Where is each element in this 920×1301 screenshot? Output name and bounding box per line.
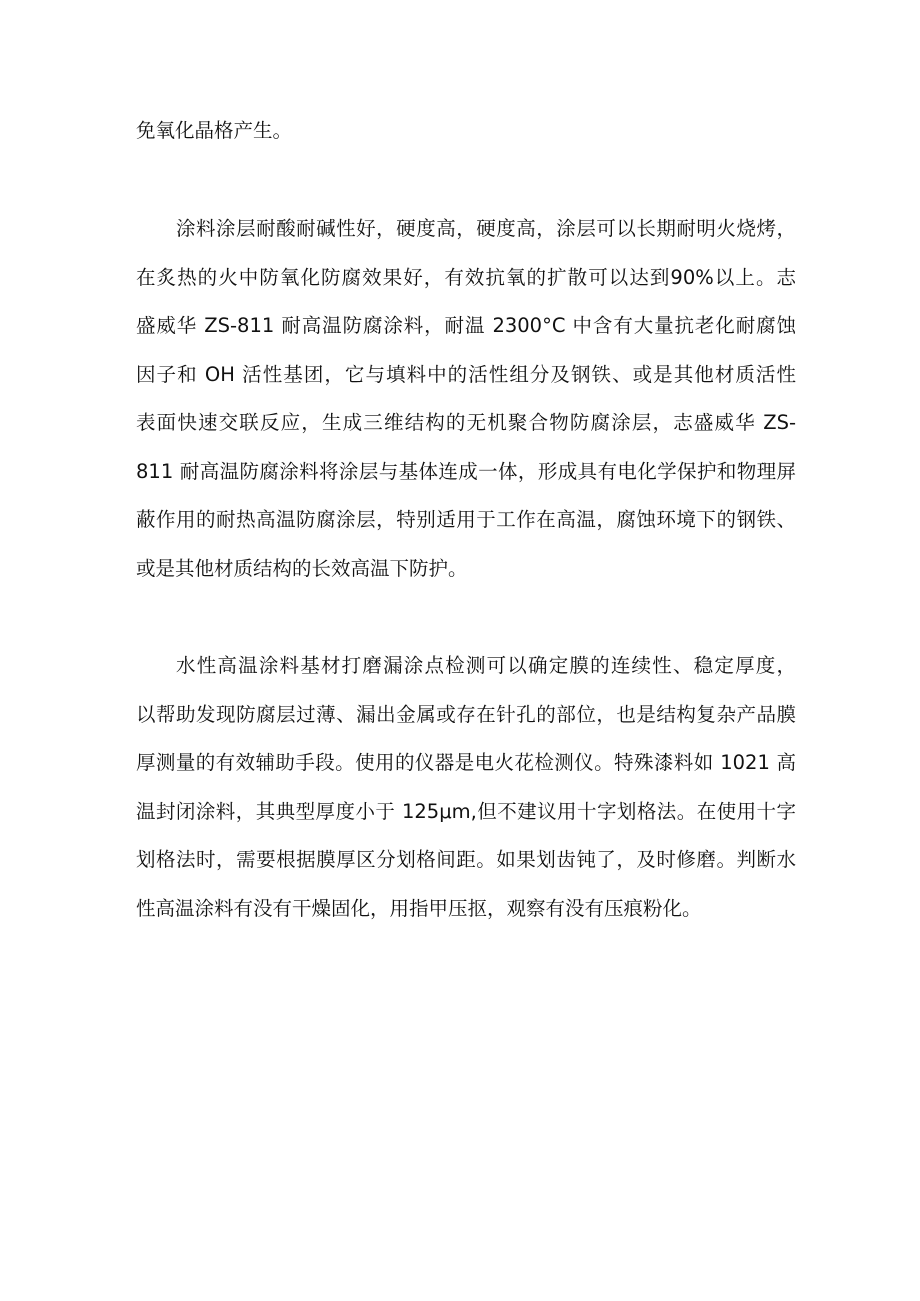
paragraph-line: 厚测量的有效辅助手段。使用的仪器是电火花检测仪。特殊漆料如 1021 高 — [136, 751, 796, 774]
paragraph-line: 划格法时，需要根据膜厚区分划格间距。如果划齿钝了，及时修磨。判断水 — [136, 848, 796, 871]
paragraph-line: 蔽作用的耐热高温防腐涂层，特别适用于工作在高温，腐蚀环境下的钢铁、 — [136, 508, 796, 531]
paragraph-line: 811 耐高温防腐涂料将涂层与基体连成一体，形成具有电化学保护和物理屏 — [136, 459, 796, 483]
paragraph-line: 因子和 OH 活性基团，它与填料中的活性组分及钢铁、或是其他材质活性 — [136, 362, 796, 386]
paragraph-line: 性高温涂料有没有干燥固化，用指甲压抠，观察有没有压痕粉化。 — [136, 896, 702, 920]
paragraph-line: 涂料涂层耐酸耐碱性好，硬度高，硬度高，涂层可以长期耐明火烧烤， — [176, 217, 796, 240]
paragraph-line: 以帮助发现防腐层过薄、漏出金属或存在针孔的部位，也是结构复杂产品膜 — [136, 702, 796, 726]
paragraph-line: 表面快速交联反应，生成三维结构的无机聚合物防腐涂层，志盛威华 ZS- — [136, 411, 796, 434]
paragraph-line: 在炙热的火中防氧化防腐效果好，有效抗氧的扩散可以达到90%以上。志 — [136, 265, 796, 289]
paragraph-line: 盛威华 ZS-811 耐高温防腐涂料，耐温 2300°C 中含有大量抗老化耐腐蚀 — [136, 314, 796, 337]
paragraph-inspection-method — [136, 642, 796, 933]
paragraph-continuation — [136, 107, 796, 156]
paragraph-line: 温封闭涂料，其典型厚度小于 125μm,但不建议用十字划格法。在使用十字 — [136, 799, 796, 823]
paragraph-line: 免氧化晶格产生。 — [136, 119, 293, 142]
paragraph-coating-properties — [136, 205, 796, 593]
paragraph-line: 或是其他材质结构的长效高温下防护。 — [136, 556, 468, 580]
paragraph-line: 水性高温涂料基材打磨漏涂点检测可以确定膜的连续性、稳定厚度， — [176, 654, 796, 677]
